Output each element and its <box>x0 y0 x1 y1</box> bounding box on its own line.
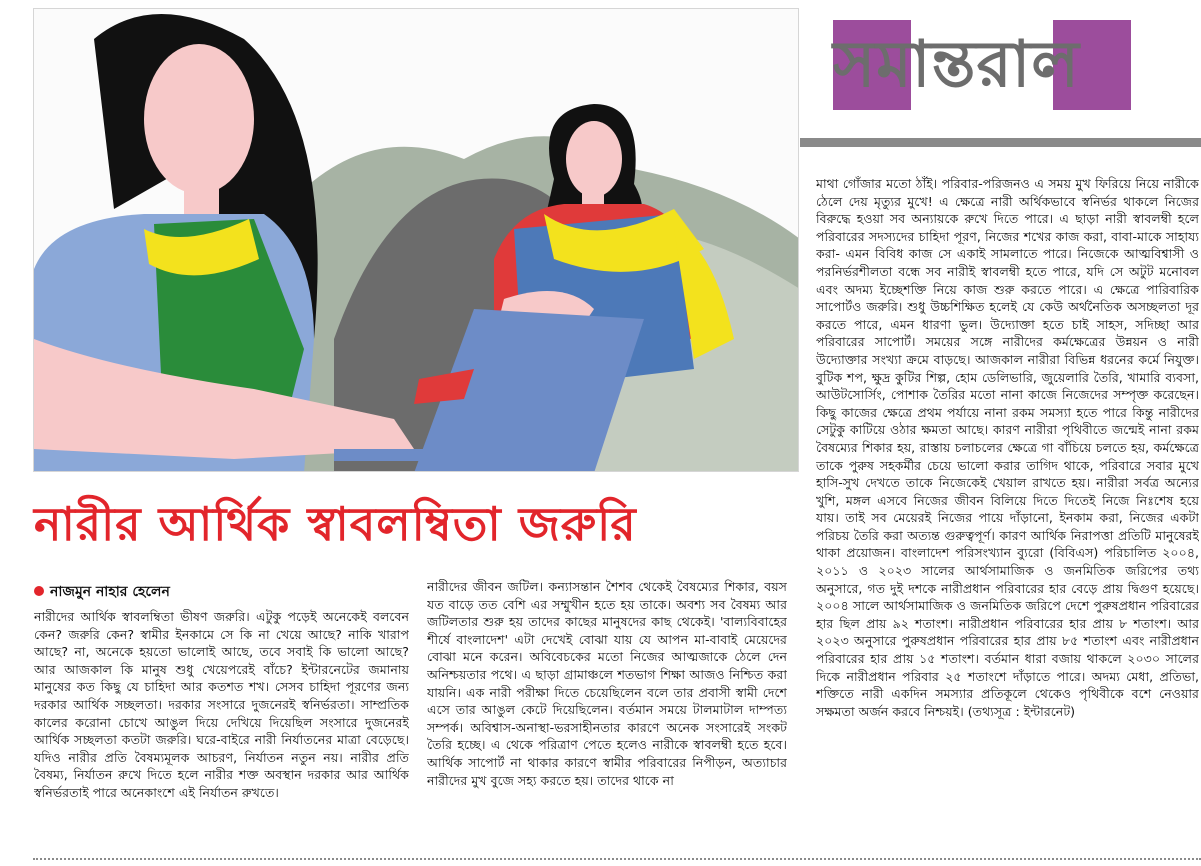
article-column-2: নারীদের জীবন জটিল। কন্যাসন্তান শৈশব থেকেই বৈষম্যের শিকার, বয়স যত বাড়ে তত বেশি এর সম্মুখীন হতে হয় তাকে। অবশ্য সব বৈষম্য আর জটিলতার শুরু হয় তাদের কাছের মানুষদের কাছ থেকেই। 'বাল্যবিবাহের শীর্ষে বাংলাদেশ' এটা দেখেই বোঝা যায় যে আপন মা-বাবাই মেয়েদের বোঝা মনে করেন। অবিবেচকের মতো নিজের আত্মজাকে ঠেলে দেন অনিশ্চয়তার পথে। এ ছাড়া গ্রামাঞ্চলে শতভাগ শিক্ষা আজও নিশ্চিত করা যায়নি। এক নারী পরীক্ষা দিতে চেয়েছিলেন বলে তার প্রবাসী স্বামী দেশে এসে তার আঙুল কেটে দিয়েছিলেন। বর্তমান সময়ে টালমাটাল দাম্পত্য সম্পর্ক। অবিশ্বাস-অনাস্থা-ভরসাহীনতার কারণে অনেক সংসারেই সংকট তৈরি হচ্ছে। এ থেকে পরিত্রাণ পেতে হলেও নারীকে স্বাবলম্বী হতে হবে। আর্থিক সাপোর্ট না থাকার কারণে স্বামীর পরিবারের নিপীড়ন, অত্যাচার নারীদের মুখ বুজে সহ্য করতে হয়। তাদের থাকে না <box>427 579 787 788</box>
article-column-1: নারীদের আর্থিক স্বাবলম্বিতা ভীষণ জরুরি। এটুকু পড়েই অনেকেই বলবেন কেন? জরুরি কেন? স্বামীর ইনকামে সে কি না খেয়ে আছে? নাকি খারাপ আছে? না, অনেকে হয়তো ভালোই আছে, তবে সবাই কি ভালো আছে? আর আজকাল কি মানুষ শুধু খেয়েপরেই বাঁচে? ইন্টারনেটের জমানায় মানুষের কত কিছু যে চাহিদা আর কতশত শখ। সেসব চাহিদা পূরণের জন্য দরকার আর্থিক সচ্ছলতা। দরকার সংসারে দুজনেরই স্বনির্ভরতা। সাম্প্রতিক কালের করোনা চোখে আঙুল দিয়ে দেখিয়ে দিয়েছিল সংসারে দুজনেরই আর্থিক সচ্ছলতা কতটা জরুরি। ঘরে-বাইরে নারী নির্যাতনের মাত্রা বেড়েছে। যদিও নারীর প্রতি বৈষম্যমূলক আচরণ, নির্যাতন নতুন নয়। নারীর প্রতি বৈষম্য, নির্যাতন রুখে দিতে হলে নারীর শক্ত অবস্থান দরকার আর আর্থিক স্বনির্ভরতাই পারে অনেকাংশে এই নির্যাতন রুখতে। <box>34 609 409 800</box>
illustration-image <box>33 8 799 472</box>
masthead-rule <box>800 138 1201 147</box>
masthead-title: সমান্তরাল <box>833 28 1080 102</box>
bottom-dotted-rule <box>33 858 1201 860</box>
byline-bullet-icon <box>34 586 44 596</box>
headline: নারীর আর্থিক স্বাবলম্বিতা জরুরি <box>34 497 637 551</box>
byline-author: নাজমুন নাহার হেলেন <box>50 584 170 600</box>
article-column-3: মাথা গোঁজার মতো ঠাঁই। পরিবার-পরিজনও এ সময় মুখ ফিরিয়ে নিয়ে নারীকে ঠেলে দেয় মৃত্যুর মুখে! এ ক্ষেত্রে নারী অর্থিকভাবে স্বনির্ভর থাকলে নিজের বিরুদ্ধে হওয়া সব অন্যায়কে রুখে দিতে পারে। এ ছাড়া নারী স্বাবলম্বী হলে পরিবারের সদস্যদের চাহিদা পূরণ, নিজের শখের কাজ করা, বাবা-মাকে সাহায্য করা- এমন বিবিধ কাজ সে একাই সামলাতে পারে। নিজেকে আত্মবিশ্বাসী ও পরনির্ভরশীলতা বন্ধে সব নারীই স্বাবলম্বী হতে পারে, যদি সে অটুট মনোবল এবং অদম্য ইচ্ছেশক্তি নিয়ে কাজ শুরু করতে পারে। এ ক্ষেত্রে পারিবারিক সাপোর্টও জরুরি। শুধু উচ্চশিক্ষিত হলেই যে কেউ অর্থনৈতিক অসচ্ছলতা দূর করতে পারে, এমন ধারণা ভুল। উদ্যোক্তা হতে চাই সাহস, সদিচ্ছা আর পরিবারের সাপোর্ট। সময়ের সঙ্গে নারীদের কর্মক্ষেত্রের উন্নয়ন ও নারী উদ্যোক্তার সংখ্যা ক্রমে বাড়ছে। আজকাল নারীরা বিভিন্ন ধরনের কর্মে নিযুক্ত। বুটিক শপ, ক্ষুদ্র কুটির শিল্প, হোম ডেলিভারি, জুয়েলারি তৈরি, খামারি ব্যবসা, আউটসোর্সিং, পোশাক তৈরির মতো নানা কাজে নিজেদের সম্পৃক্ত করেছেন। কিছু কাজের ক্ষেত্রে প্রথম পর্যায়ে নানা রকম সমস্যা হতে পারে কিন্তু নারীদের সেটুকু কাটিয়ে ওঠার ক্ষমতা আছে। কারণ নারীরা পৃথিবীতে জন্মেই নানা রকম বৈষম্যের শিকার হয়, রাস্তায় চলাচলের ক্ষেত্রে গা বাঁচিয়ে চলতে হয়, কর্মক্ষেত্রে তাকে পুরুষ সহকর্মীর চেয়ে ভালো করার তাগিদ থাকে, পরিবারে সবার মুখে হাসি-সুখ দেখতে তাকে নিজেকেই খেয়াল রাখতে হয়। নারীরা সর্বত্র অন্যের খুশি, মঙ্গল এসবে নিজের জীবন বিলিয়ে দিতে দিতেই নিজে নিঃশেষ হয়ে যায়। তাই সব মেয়েরই নিজের পায়ে দাঁড়ানো, ইনকাম করা, নিজের একটা পরিচয় তৈরি করা অত্যন্ত গুরুত্বপূর্ণ। কারণ আর্থিক নিরাপত্তা প্রতিটি মানুষেরই থাকা প্রয়োজন। বাংলাদেশ পরিসংখ্যান ব্যুরো (বিবিএস) পরিচালিত ২০০৪, ২০১১ ও ২০২৩ সালের আর্থসামাজিক ও জনমিতিক জরিপের তথ্য অনুসারে, গত দুই দশকে নারীপ্রধান পরিবারের হার বেড়ে প্রায় দ্বিগুণ হয়েছে। ২০০৪ সালে আর্থসামাজিক ও জনমিতিক জরিপে দেশে পুরুষপ্রধান পরিবারের হার ছিল প্রায় ৯২ শতাংশ। নারীপ্রধান পরিবারের হার প্রায় ৮ শতাংশ। আর ২০২৩ অনুসারে পুরুষপ্রধান পরিবারের হার প্রায় ৮৫ শতাংশ এবং নারীপ্রধান পরিবারের হার প্রায় ১৫ শতাংশ। বর্তমান ধারা বজায় থাকলে ২০৩০ সালের দিকে নারীপ্রধান পরিবার ২৫ শতাংশে দাঁড়াতে পারে। অদম্য মেধা, প্রতিভা, শক্তিতে নারী একদিন সমস্যার প্রতিকূলে থেকেও পৃথিবীকে বশে নেওয়ার সক্ষমতা অর্জন করবে নিশ্চয়ই। (তথ্যসূত্র : ইন্টারনেট) <box>816 176 1199 719</box>
masthead <box>815 12 1201 124</box>
byline <box>34 581 170 603</box>
